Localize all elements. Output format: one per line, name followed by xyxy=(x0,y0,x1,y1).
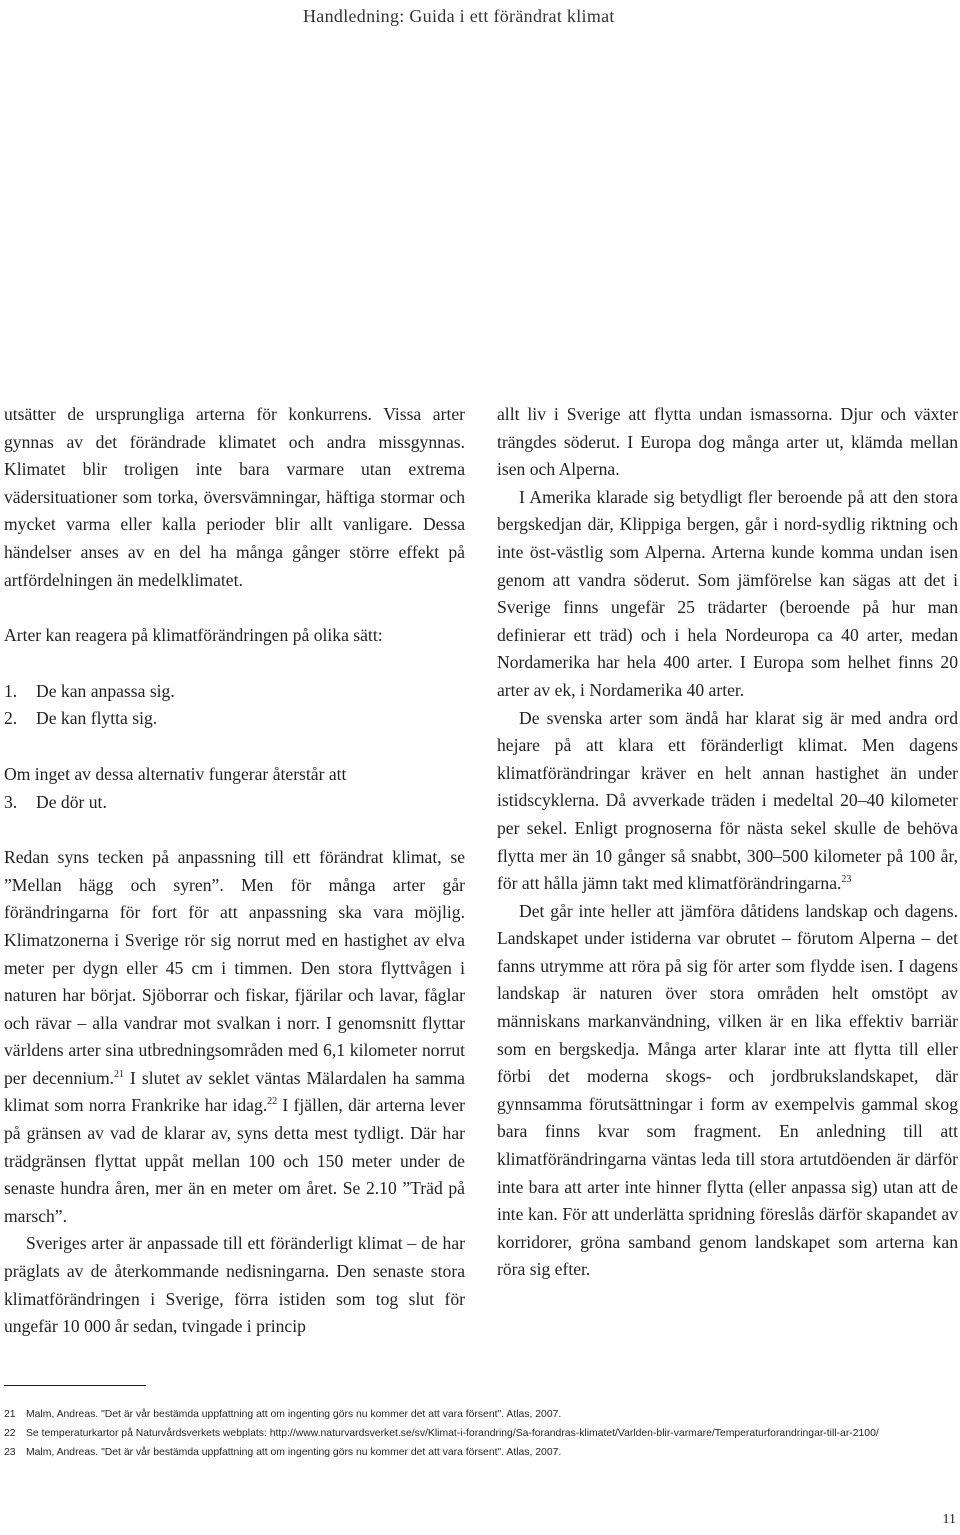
list-text: De kan anpassa sig. xyxy=(36,680,175,701)
paragraph: Det går inte heller att jämföra dåtidens landskap och dagens. Landskapet under istiderna var obrutet – förutom Alperna – det fanns utrymme att röra på sig för arter som flydde isen. I dagens landskap är naturen över stora områden helt omstöpt av människans markanvändning, vilken är en lika effektiv barriär som en bergskedja. Många arter klarar inte att flytta till eller förbi det moderna skogs- och jordbrukslandskapet, där gynnsamma förutsättningar i form av exempelvis gammal skog bara finns kvar som fragment. En anledning till att klimatförändringarna väntas leda till stora artutdöenden är därför inte bara att arter inte hinner flytta (eller anpassa sig) utan att de inte kan. För att underlätta spridning föreslås därför skapandet av korridorer, gröna samband genom landskapet som arterna kan röra sig efter. xyxy=(497,900,958,1280)
paragraph: I Amerika klarade sig betydligt fler beroende på att den stora bergskedjan där, Klippiga bergen, går i nord-sydlig riktning och inte öst-västlig som Alperna. Arterna kunde komma undan isen genom att vandra söderut. Som jämförelse kan sägas att det i Sverige finns ungefär 25 trädarter (beroende på hur man definierar ett träd) och i hela Nordeuropa ca 40 arter, medan Nordamerika har hela 400 arter. I Europa som helhet finns 20 arter av ek, i Nordamerika 40 arter. xyxy=(497,486,958,700)
text-run: I slutet av seklet väntas Mälardalen ha samma klimat som norra Frankrike har idag. xyxy=(4,1067,465,1116)
footnote-ref: 23 xyxy=(841,874,852,886)
footnote-number: 21 xyxy=(4,1409,16,1420)
numbered-list xyxy=(4,678,465,733)
list-item xyxy=(4,678,465,706)
list-number: 3. xyxy=(4,791,18,812)
footnote-number: 23 xyxy=(4,1447,16,1458)
text-run: I fjällen, där arterna lever på gränsen av vad de klarar av, syns detta mest tydligt. Där har trädgränsen flyttat uppåt mellan 100 och 150 meter under de senaste hundra åren, mer än en meter om året. Se 2.10 ”Träd på marsch”. xyxy=(4,1095,465,1226)
footnote-ref: 22 xyxy=(267,1096,278,1108)
list-text: De kan flytta sig. xyxy=(36,708,158,729)
footnote xyxy=(4,1405,954,1424)
list-item xyxy=(4,789,465,817)
paragraph xyxy=(4,844,465,1230)
numbered-list xyxy=(4,789,465,817)
left-column xyxy=(4,401,465,1341)
footnotes xyxy=(4,1405,954,1462)
paragraph: Sveriges arter är anpassade till ett föränderligt klimat – de har präglats av de återkommande nedisningarna. Den senaste stora klimatförändringen i Sverige, förra istiden som tog slut för ungefär 10 000 år sedan, tvingade i princip xyxy=(4,1233,465,1337)
list-number: 1. xyxy=(4,680,18,701)
paragraph: Om inget av dessa alternativ fungerar återstår att xyxy=(4,763,347,784)
text-run: Redan syns tecken på anpassning till ett förändrat klimat, se ”Mellan hägg och syren”. Men för många arter går förändringarna för fort för att anpassning ska vara möjlig. Klimatzonerna i Sverige rör sig norrut med en hastighet av elva meter per dygn eller 45 cm i timmen. Den stora flyttvågen i naturen har börjat. Sjöborrar och fiskar, fjärilar och lavar, fåglar och rävar – alla vandrar mot svalkan i norr. I genomsnitt flyttar världens arter sina utbredningsområden med 6,1 kilometer norrut per decennium. xyxy=(4,847,465,1088)
footnote-text: Malm, Andreas. "Det är vår bestämda uppfattning att om ingenting görs nu kommer det att vara försent". Atlas, 2007. xyxy=(26,1447,562,1458)
right-column xyxy=(497,401,958,1284)
footnote-text: Malm, Andreas. "Det är vår bestämda uppfattning att om ingenting görs nu kommer det att vara försent". Atlas, 2007. xyxy=(26,1409,562,1420)
footnote-number: 22 xyxy=(4,1428,16,1439)
footnote-divider xyxy=(4,1385,146,1386)
footnote-text: Se temperaturkartor på Naturvårdsverkets webplats: http://www.naturvardsverket.se/sv/Klimat-i-forandring/Sa-forandras-klimatet/Varlden-blir-varmare/Temperaturforandringar-till-ar-2100/ xyxy=(26,1428,879,1439)
list-text: De dör ut. xyxy=(36,791,107,812)
paragraph: Arter kan reagera på klimatförändringen på olika sätt: xyxy=(4,625,383,646)
footnote xyxy=(4,1443,954,1462)
paragraph: allt liv i Sverige att flytta undan ismassorna. Djur och växter trängdes söderut. I Europa dog många arter ut, klämda mellan isen och Alperna. xyxy=(497,404,958,480)
running-header: Handledning: Guida i ett förändrat klimat xyxy=(303,6,615,26)
footnote xyxy=(4,1424,954,1443)
list-item xyxy=(4,705,465,733)
page-number: 11 xyxy=(942,1512,956,1527)
list-number: 2. xyxy=(4,708,18,729)
footnote-ref: 21 xyxy=(114,1069,125,1081)
paragraph: utsätter de ursprungliga arterna för konkurrens. Vissa arter gynnas av det förändrade klimatet och andra missgynnas. Klimatet blir troligen inte bara varmare utan extrema vädersituationer som torka, översvämningar, häftiga stormar och mycket varma eller kalla perioder blir allt vanligare. Dessa händelser anses av en del ha många gånger större effekt på artfördelningen än medelklimatet. xyxy=(4,404,465,590)
text-run: De svenska arter som ändå har klarat sig är med andra ord hejare på att klara ett föränderligt klimat. Men dagens klimatförändringar kräver en helt annan hastighet än under istidscyklerna. Då avverkade träden i medeltal 20–40 kilometer per sekel. Enligt prognoserna för nästa sekel skulle de behöva flytta mer än 10 gånger så snabbt, 300–500 kilometer på 100 år, för att hålla jämn takt med klimatförändringarna. xyxy=(497,707,958,894)
paragraph xyxy=(497,705,958,898)
